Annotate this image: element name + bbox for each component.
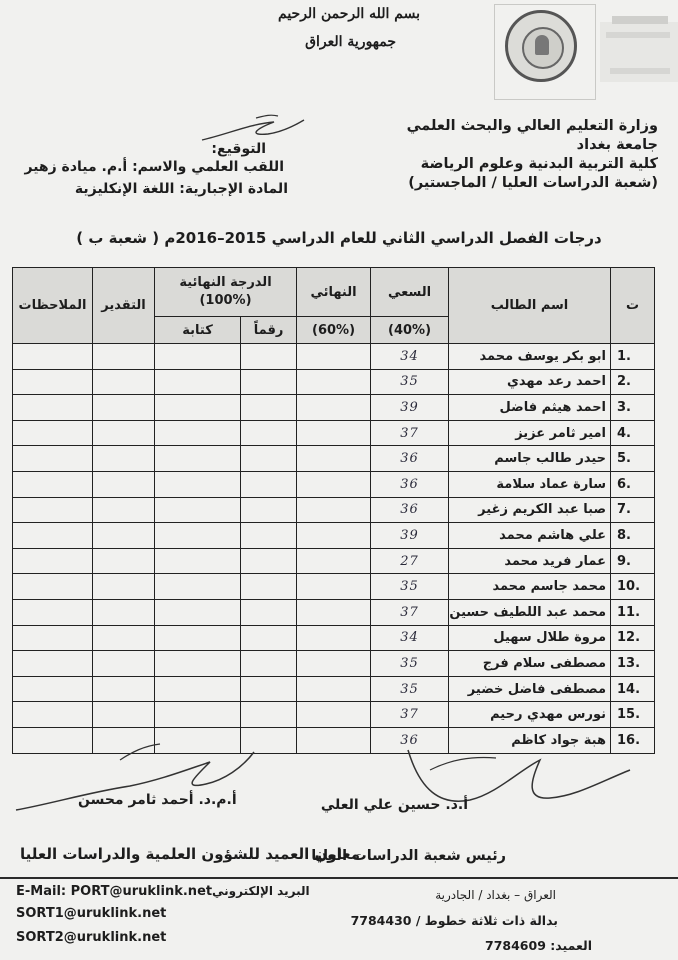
row-number: 13. (611, 651, 655, 677)
effort-score: 36 (371, 446, 449, 472)
final-score-cell (297, 497, 371, 523)
institution-block (407, 117, 658, 193)
row-number: 7. (611, 497, 655, 523)
student-name: مصطفى سلام فرج (449, 651, 611, 677)
final-grade-digits-cell (241, 471, 297, 497)
university-name: جامعة بغداد (576, 137, 658, 153)
footer-email-2: SORT1@uruklink.net (16, 906, 167, 921)
department-head-name: أ.د. حسين علي العلي (320, 797, 468, 813)
header-final-pct: (60%) (297, 317, 371, 344)
row-number: 14. (611, 676, 655, 702)
ministry-name: وزارة التعليم العالي والبحث العلمي (406, 118, 658, 134)
faded-text-mark (612, 16, 668, 24)
effort-score: 35 (371, 369, 449, 395)
row-number: 12. (611, 625, 655, 651)
footer-email-label: البريد الإلكتروني (212, 884, 310, 898)
notes-cell (13, 625, 93, 651)
final-grade-digits-cell (241, 651, 297, 677)
table-row (13, 497, 655, 523)
final-score-cell (297, 574, 371, 600)
final-grade-words-cell (155, 676, 241, 702)
student-name: مصطفى فاضل خضير (449, 676, 611, 702)
estimate-cell (93, 574, 155, 600)
final-grade-words-cell (155, 625, 241, 651)
notes-cell (13, 523, 93, 549)
vice-dean-role: معاون العميد للشؤون العلمية والدراسات العليا (20, 845, 361, 863)
notes-cell (13, 574, 93, 600)
final-grade-digits-cell (241, 420, 297, 446)
header-final-grade-label: الدرجة النهائية (179, 275, 272, 290)
final-grade-digits-cell (241, 625, 297, 651)
final-grade-digits-cell (241, 702, 297, 728)
header-notes: الملاحظات (13, 268, 93, 344)
header-digits: رقماً (241, 317, 297, 344)
effort-score: 27 (371, 548, 449, 574)
row-number: 10. (611, 574, 655, 600)
final-score-cell (297, 344, 371, 370)
final-grade-words-cell (155, 651, 241, 677)
effort-score: 36 (371, 727, 449, 753)
table-row (13, 446, 655, 472)
final-score-cell (297, 369, 371, 395)
student-name: محمد جاسم محمد (449, 574, 611, 600)
final-grade-digits-cell (241, 344, 297, 370)
footer-divider (0, 877, 678, 879)
row-number: 4. (611, 420, 655, 446)
final-grade-words-cell (155, 548, 241, 574)
table-row (13, 574, 655, 600)
final-grade-words-cell (155, 395, 241, 421)
subject-label: المادة الإجبارية: اللغة الإنكليزية (74, 181, 288, 197)
notes-cell (13, 548, 93, 574)
footer-email: E-Mail: PORT@uruklink.net (16, 884, 213, 899)
republic-heading: جمهورية العراق (305, 34, 396, 50)
header-final: النهائي (297, 268, 371, 317)
estimate-cell (93, 446, 155, 472)
row-number: 8. (611, 523, 655, 549)
final-grade-digits-cell (241, 574, 297, 600)
final-score-cell (297, 420, 371, 446)
final-score-cell (297, 676, 371, 702)
row-number: 3. (611, 395, 655, 421)
final-grade-words-cell (155, 471, 241, 497)
estimate-cell (93, 523, 155, 549)
notes-cell (13, 420, 93, 446)
page-title: درجات الفصل الدراسي الثاني للعام الدراسي 2015–2016م ( شعبة ب ) (76, 229, 602, 247)
notes-cell (13, 395, 93, 421)
effort-score: 34 (371, 344, 449, 370)
final-grade-words-cell (155, 702, 241, 728)
final-score-cell (297, 523, 371, 549)
faded-text-mark (606, 32, 670, 38)
header-final-grade-pct: (100%) (199, 293, 252, 308)
student-name: هبة جواد كاظم (449, 727, 611, 753)
final-score-cell (297, 395, 371, 421)
final-grade-words-cell (155, 420, 241, 446)
table-row (13, 395, 655, 421)
estimate-cell (93, 599, 155, 625)
final-grade-words-cell (155, 599, 241, 625)
final-grade-words-cell (155, 574, 241, 600)
grades-body (13, 344, 655, 754)
effort-score: 37 (371, 599, 449, 625)
final-grade-words-cell (155, 497, 241, 523)
notes-cell (13, 446, 93, 472)
table-row (13, 344, 655, 370)
table-row (13, 369, 655, 395)
estimate-cell (93, 497, 155, 523)
row-number: 1. (611, 344, 655, 370)
row-number: 6. (611, 471, 655, 497)
table-row (13, 599, 655, 625)
estimate-cell (93, 420, 155, 446)
header-name: اسم الطالب (449, 268, 611, 344)
table-row (13, 548, 655, 574)
estimate-cell (93, 676, 155, 702)
row-number: 11. (611, 599, 655, 625)
final-score-cell (297, 446, 371, 472)
footer-address: العراق – بغداد / الجادرية (435, 888, 556, 902)
row-number: 16. (611, 727, 655, 753)
final-grade-digits-cell (241, 497, 297, 523)
estimate-cell (93, 344, 155, 370)
final-grade-words-cell (155, 369, 241, 395)
effort-score: 34 (371, 625, 449, 651)
notes-cell (13, 369, 93, 395)
estimate-cell (93, 395, 155, 421)
effort-score: 39 (371, 395, 449, 421)
basmala: بسم الله الرحمن الرحيم (278, 6, 420, 22)
header-num: ت (611, 268, 655, 344)
estimate-cell (93, 625, 155, 651)
final-score-cell (297, 471, 371, 497)
estimate-cell (93, 369, 155, 395)
student-name: علي هاشم محمد (449, 523, 611, 549)
final-grade-digits-cell (241, 599, 297, 625)
notes-cell (13, 599, 93, 625)
footer-phone: بدالة ذات ثلاثة خطوط / 7784430 (350, 913, 558, 928)
table-row (13, 651, 655, 677)
table-row (13, 625, 655, 651)
final-grade-digits-cell (241, 676, 297, 702)
final-grade-digits-cell (241, 523, 297, 549)
department-head-role: رئيس شعبة الدراسات العليا (311, 848, 506, 864)
table-row (13, 676, 655, 702)
estimate-cell (93, 702, 155, 728)
final-score-cell (297, 727, 371, 753)
estimate-cell (93, 471, 155, 497)
header-estimate: التقدير (93, 268, 155, 344)
student-name: نورس مهدي رحيم (449, 702, 611, 728)
header-effort: السعي (371, 268, 449, 317)
student-name: امير ثامر عزيز (449, 420, 611, 446)
effort-score: 35 (371, 676, 449, 702)
effort-score: 36 (371, 471, 449, 497)
student-name: ابو بكر يوسف محمد (449, 344, 611, 370)
effort-score: 35 (371, 651, 449, 677)
seal-dome-emblem (535, 35, 549, 55)
table-row (13, 471, 655, 497)
notes-cell (13, 344, 93, 370)
notes-cell (13, 497, 93, 523)
signature-label: التوقيع: (211, 141, 266, 157)
final-grade-digits-cell (241, 446, 297, 472)
final-grade-digits-cell (241, 548, 297, 574)
estimate-cell (93, 548, 155, 574)
final-score-cell (297, 625, 371, 651)
final-score-cell (297, 651, 371, 677)
effort-score: 36 (371, 497, 449, 523)
table-row (13, 702, 655, 728)
row-number: 9. (611, 548, 655, 574)
faded-text-mark (610, 68, 670, 74)
student-name: حيدر طالب جاسم (449, 446, 611, 472)
student-name: صبا عبد الكريم زغير (449, 497, 611, 523)
header-effort-pct: (40%) (371, 317, 449, 344)
footer-dean-phone: العميد: 7784609 (485, 938, 592, 953)
notes-cell (13, 651, 93, 677)
notes-cell (13, 676, 93, 702)
footer-email-3: SORT2@uruklink.net (16, 930, 167, 945)
final-grade-words-cell (155, 446, 241, 472)
notes-cell (13, 702, 93, 728)
final-grade-words-cell (155, 344, 241, 370)
row-number: 15. (611, 702, 655, 728)
effort-score: 39 (371, 523, 449, 549)
instructor-signature (198, 114, 308, 148)
notes-cell (13, 471, 93, 497)
header-final-grade (155, 268, 297, 317)
student-name: عمار فريد محمد (449, 548, 611, 574)
vice-dean-name: أ.م.د. أحمد ثامر محسن (78, 792, 237, 808)
table-row (13, 420, 655, 446)
final-score-cell (297, 548, 371, 574)
university-seal-logo (505, 10, 577, 82)
student-name: احمد رعد مهدي (449, 369, 611, 395)
effort-score: 35 (371, 574, 449, 600)
grades-table (12, 267, 655, 754)
estimate-cell (93, 651, 155, 677)
student-name: سارة عماد سلامة (449, 471, 611, 497)
table-row (13, 523, 655, 549)
college-name: كلية التربية البدنية وعلوم الرياضة (420, 156, 658, 172)
effort-score: 37 (371, 702, 449, 728)
department-name: (شعبة الدراسات العليا / الماجستير) (408, 175, 658, 191)
final-grade-words-cell (155, 523, 241, 549)
final-grade-digits-cell (241, 395, 297, 421)
row-number: 2. (611, 369, 655, 395)
header-words: كتابة (155, 317, 241, 344)
final-grade-digits-cell (241, 369, 297, 395)
final-score-cell (297, 702, 371, 728)
student-name: احمد هيثم فاضل (449, 395, 611, 421)
student-name: مروة طلال سهيل (449, 625, 611, 651)
instructor-title-name: اللقب العلمي والاسم: أ.م. ميادة زهير (24, 159, 284, 175)
row-number: 5. (611, 446, 655, 472)
final-score-cell (297, 599, 371, 625)
effort-score: 37 (371, 420, 449, 446)
student-name: محمد عبد اللطيف حسين (449, 599, 611, 625)
